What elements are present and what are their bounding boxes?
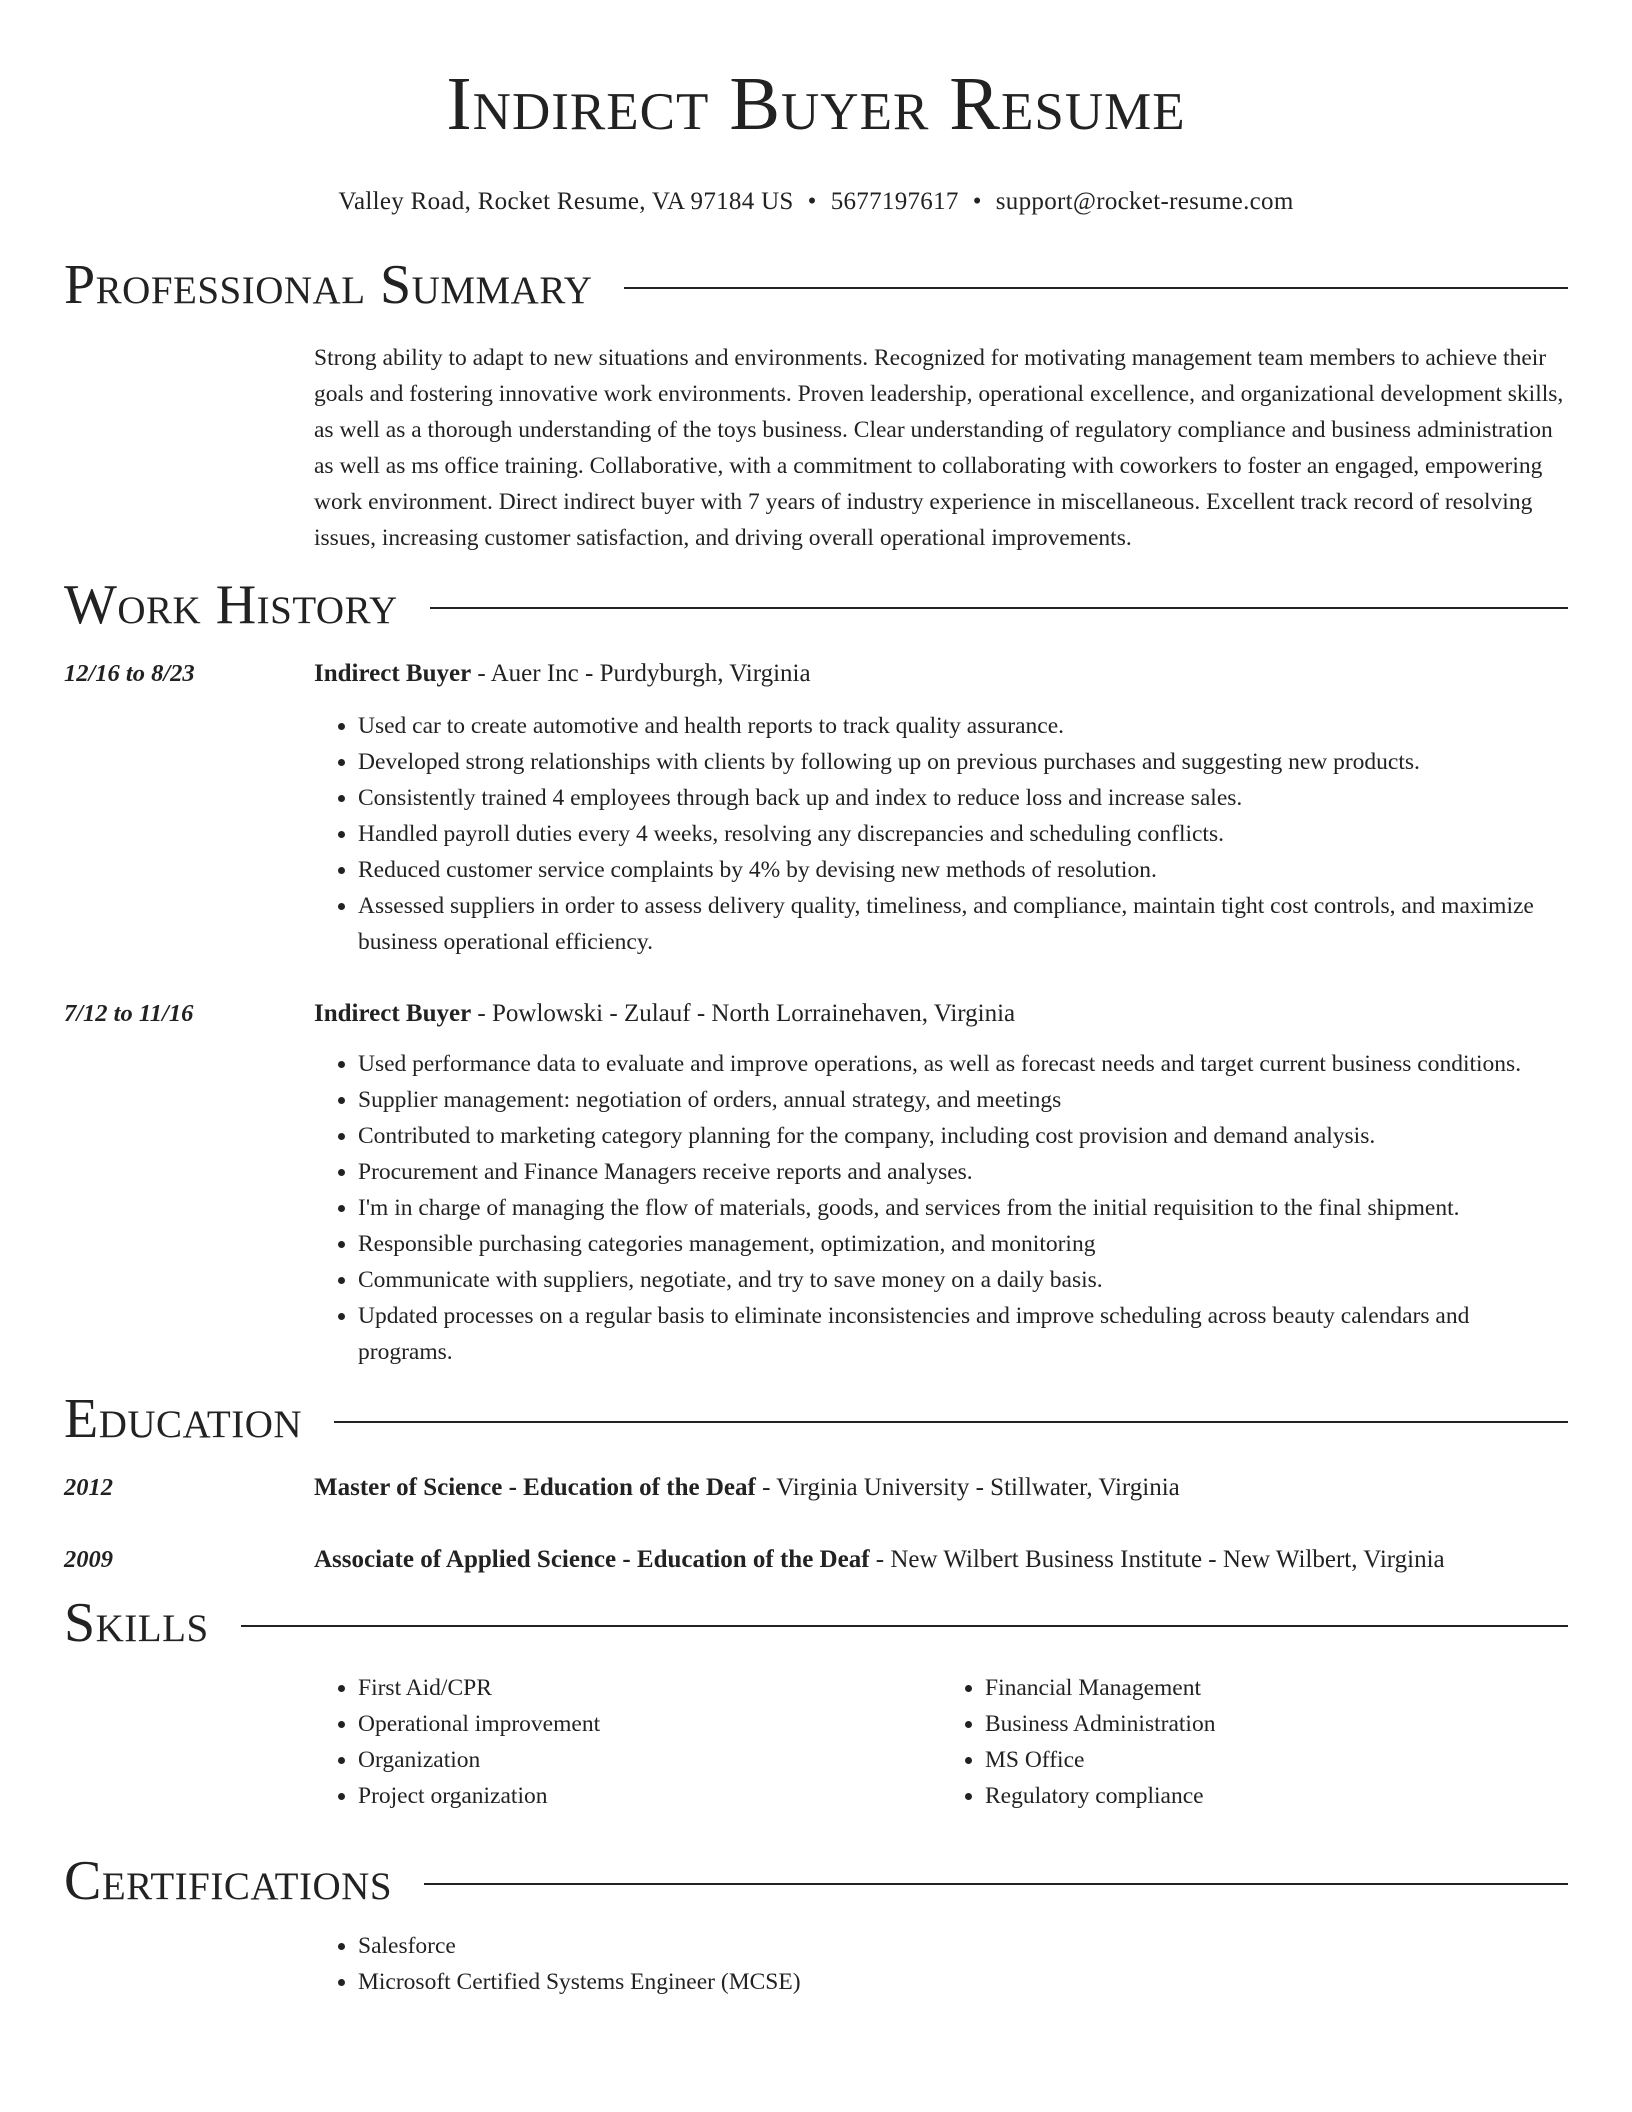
contact-email: support@rocket-resume.com <box>995 188 1294 215</box>
job-title-line <box>314 996 1015 1032</box>
job-entry <box>64 996 1568 1370</box>
job-bullet: • Used performance data to evaluate and improve operations, as well as forecast needs and target current business conditions. <box>358 1046 1568 1082</box>
section-divider <box>430 607 1568 609</box>
work-section-header <box>64 570 1568 640</box>
job-header <box>64 996 1568 1032</box>
certifications-heading: Certifications <box>64 1850 393 1912</box>
job-bullet: • Supplier management: negotiation of orders, annual strategy, and meetings <box>358 1082 1568 1118</box>
skill-item: • Regulatory compliance <box>985 1778 1568 1814</box>
skill-item: • Business Administration <box>985 1706 1568 1742</box>
skill-item: • Project organization <box>358 1778 941 1814</box>
education-details: - New Wilbert Business Institute - New Wilbert, Virginia <box>869 1546 1445 1573</box>
education-degree: Master of Science - Education of the Deaf <box>314 1474 756 1501</box>
job-bullet: • Responsible purchasing categories management, optimization, and monitoring <box>358 1226 1568 1262</box>
job-bullet: • Assessed suppliers in order to assess delivery quality, timeliness, and compliance, maintain tight cost controls, and maximize business operational efficiency. <box>358 888 1568 960</box>
job-bullet: • Updated processes on a regular basis to eliminate inconsistencies and improve scheduling across beauty calendars and programs. <box>358 1298 1568 1370</box>
job-bullets <box>314 708 1568 960</box>
education-section-header <box>64 1384 1568 1454</box>
work-heading: Work History <box>64 574 398 636</box>
certification-item: • Salesforce <box>358 1928 1568 1964</box>
skills-column-left <box>314 1670 941 1814</box>
job-details: - Powlowski - Zulauf - North Lorrainehaven, Virginia <box>471 1000 1016 1027</box>
skill-item: • MS Office <box>985 1742 1568 1778</box>
job-bullet: • Handled payroll duties every 4 weeks, resolving any discrepancies and scheduling conflicts. <box>358 816 1568 852</box>
resume-title: Indirect Buyer Resume <box>446 62 1186 146</box>
education-entry <box>64 1542 1568 1578</box>
skills-heading: Skills <box>64 1592 209 1654</box>
education-degree: Associate of Applied Science - Education of the Deaf <box>314 1546 870 1573</box>
certifications-list <box>314 1928 1568 2000</box>
summary-section-header <box>64 250 1568 320</box>
contact-line <box>64 186 1568 218</box>
skills-section-header <box>64 1588 1568 1658</box>
skill-item: • First Aid/CPR <box>358 1670 941 1706</box>
skills-grid <box>314 1670 1568 1814</box>
job-dates: 12/16 to 8/23 <box>64 660 195 687</box>
job-title-line <box>314 656 811 692</box>
skill-item: • Financial Management <box>985 1670 1568 1706</box>
education-year: 2009 <box>64 1546 113 1573</box>
summary-text: Strong ability to adapt to new situations and environments. Recognized for motivating management team members to achieve their goals and fostering innovative work environments. Proven leadership, operational excellence, and organizational development skills, as well as a thorough understanding of the toys business. Clear understanding of regulatory compliance and business administration as well as ms office training. Collaborative, with a commitment to collaborating with coworkers to foster an engaged, empowering work environment. Direct indirect buyer with 7 years of industry experience in miscellaneous. Excellent track record of resolving issues, increasing customer satisfaction, and driving overall operational improvements. <box>314 345 1564 551</box>
job-title: Indirect Buyer <box>314 1000 472 1027</box>
skills-column-right <box>941 1670 1568 1814</box>
job-bullet: • I'm in charge of managing the flow of materials, goods, and services from the initial requisition to the final shipment. <box>358 1190 1568 1226</box>
education-year: 2012 <box>64 1474 113 1501</box>
certifications-section-header <box>64 1846 1568 1916</box>
job-bullet: • Developed strong relationships with clients by following up on previous purchases and suggesting new products. <box>358 744 1568 780</box>
job-bullet: • Contributed to marketing category planning for the company, including cost provision and demand analysis. <box>358 1118 1568 1154</box>
section-divider <box>624 287 1568 289</box>
contact-separator: • <box>807 188 817 215</box>
job-title: Indirect Buyer <box>314 660 472 687</box>
job-bullets <box>314 1046 1568 1370</box>
job-bullet: • Procurement and Finance Managers receive reports and analyses. <box>358 1154 1568 1190</box>
education-line <box>314 1470 1180 1506</box>
summary-heading: Professional Summary <box>64 254 593 316</box>
education-heading: Education <box>64 1388 303 1450</box>
section-divider <box>334 1421 1568 1423</box>
section-divider <box>424 1883 1568 1885</box>
contact-phone: 5677197617 <box>830 188 959 215</box>
job-bullet: • Consistently trained 4 employees through back up and index to reduce loss and increase sales. <box>358 780 1568 816</box>
job-dates: 7/12 to 11/16 <box>64 1000 194 1027</box>
job-entry <box>64 656 1568 960</box>
job-header <box>64 656 1568 692</box>
certification-item: • Microsoft Certified Systems Engineer (MCSE) <box>358 1964 1568 2000</box>
contact-address: Valley Road, Rocket Resume, VA 97184 US <box>338 188 794 215</box>
skill-item: • Organization <box>358 1742 941 1778</box>
section-divider <box>241 1625 1568 1627</box>
skill-item: • Operational improvement <box>358 1706 941 1742</box>
job-bullet: • Reduced customer service complaints by 4% by devising new methods of resolution. <box>358 852 1568 888</box>
job-details: - Auer Inc - Purdyburgh, Virginia <box>471 660 811 687</box>
job-bullet: • Used car to create automotive and health reports to track quality assurance. <box>358 708 1568 744</box>
education-entry <box>64 1470 1568 1506</box>
contact-separator: • <box>972 188 982 215</box>
education-details: - Virginia University - Stillwater, Virginia <box>755 1474 1180 1501</box>
job-bullet: • Communicate with suppliers, negotiate, and try to save money on a daily basis. <box>358 1262 1568 1298</box>
education-line <box>314 1542 1445 1578</box>
